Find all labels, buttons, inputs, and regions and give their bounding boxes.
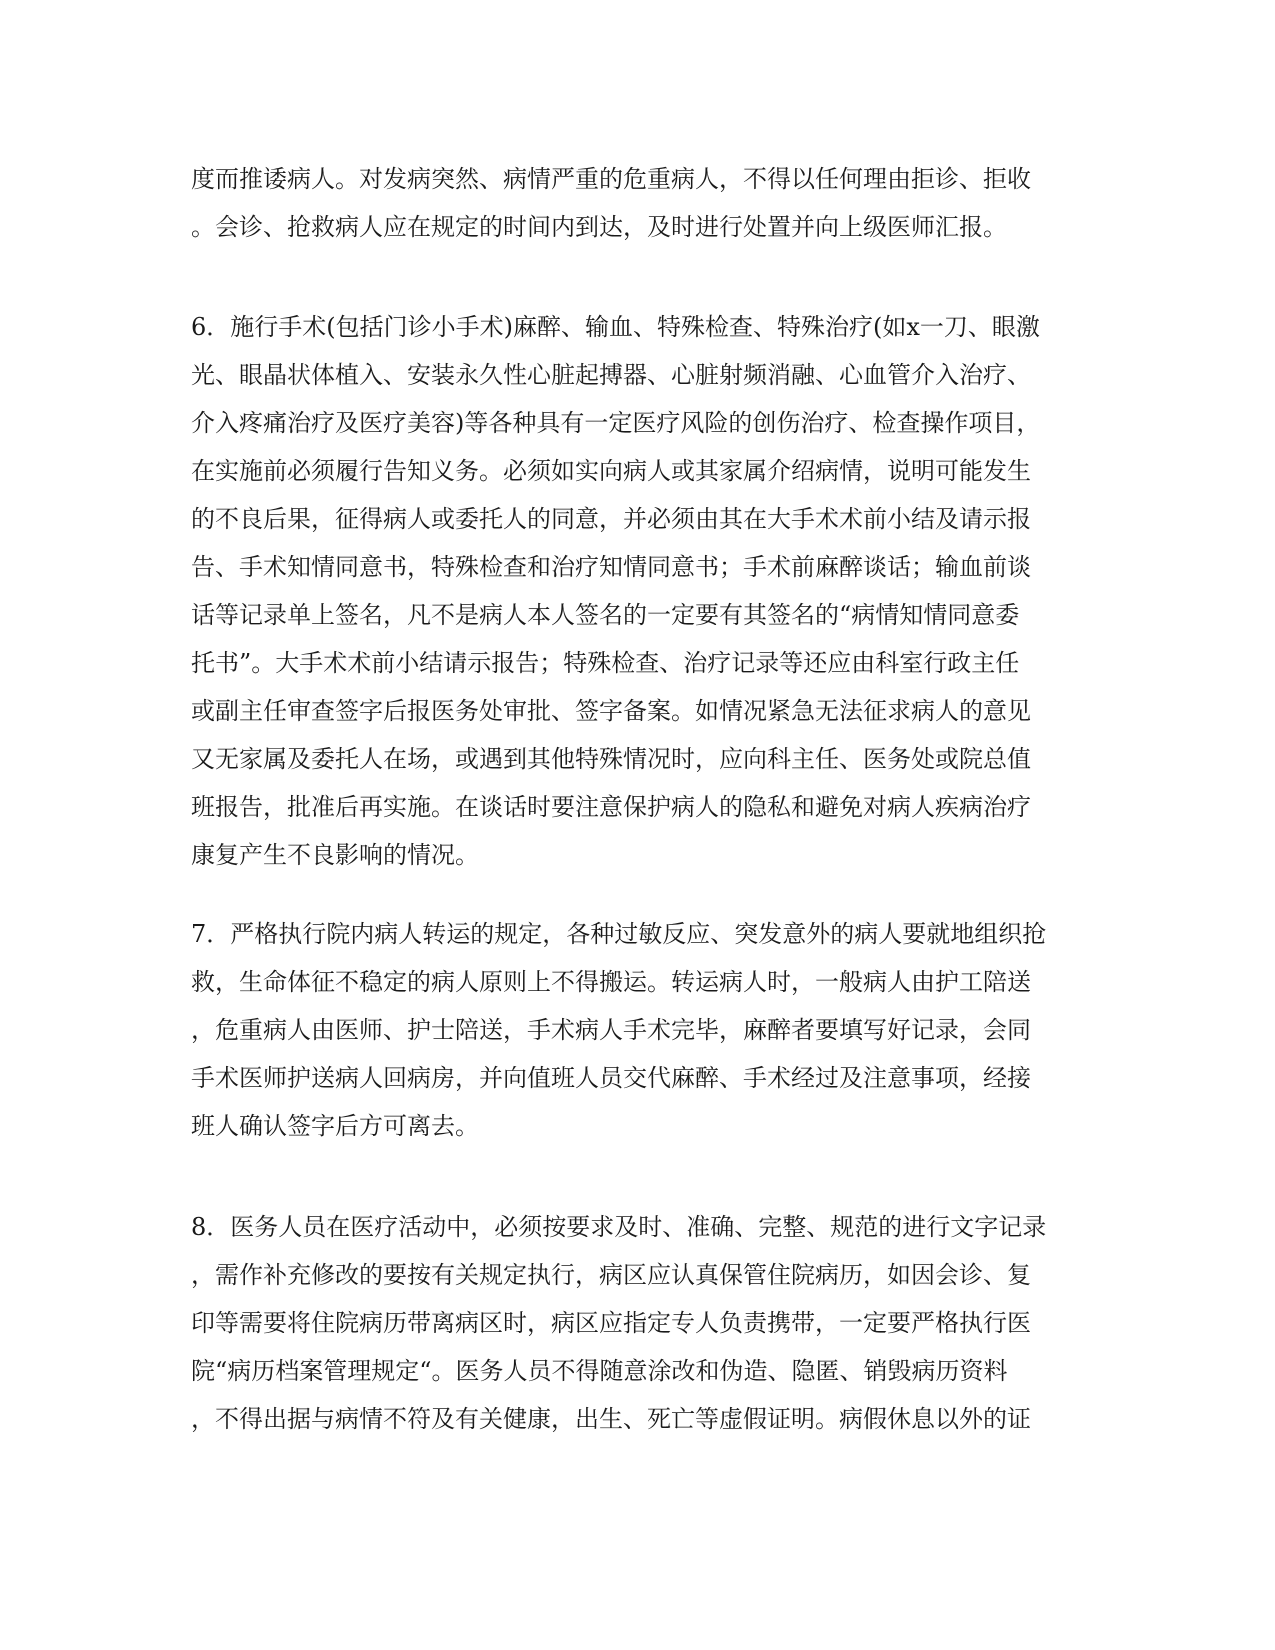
- text-line: ，需作补充修改的要按有关规定执行，病区应认真保管住院病历，如因会诊、复: [191, 1261, 1031, 1289]
- text-line: 又无家属及委托人在场，或遇到其他特殊情况时，应向科主任、医务处或院总值: [191, 745, 1031, 773]
- text-line: 救，生命体征不稳定的病人原则上不得搬运。转运病人时，一般病人由护工陪送: [191, 968, 1031, 996]
- text-line: 班报告，批准后再实施。在谈话时要注意保护病人的隐私和避免对病人疾病治疗: [191, 793, 1031, 821]
- text-line: 介入疼痛治疗及医疗美容)等各种具有一定医疗风险的创伤治疗、检查操作项目，: [191, 409, 1041, 437]
- text-line: 或副主任审查签字后报医务处审批、签字备案。如情况紧急无法征求病人的意见: [191, 697, 1031, 725]
- paragraph-item-7: [191, 910, 1081, 1150]
- text-line: 康复产生不良影响的情况。: [191, 841, 479, 869]
- text-line: 7．严格执行院内病人转运的规定，各种过敏反应、突发意外的病人要就地组织抢: [191, 920, 1047, 948]
- text-line: 话等记录单上签名，凡不是病人本人签名的一定要有其签名的“病情知情同意委: [191, 601, 1020, 629]
- text-line: 班人确认签字后方可离去。: [191, 1112, 479, 1140]
- text-line: 6．施行手术(包括门诊小手术)麻醉、输血、特殊检查、特殊治疗(如x一刀、眼激: [191, 313, 1040, 341]
- text-line: 光、眼晶状体植入、安装永久性心脏起搏器、心脏射频消融、心血管介入治疗、: [191, 361, 1031, 389]
- paragraph-item-6: [191, 303, 1081, 879]
- text-line: 8．医务人员在医疗活动中，必须按要求及时、准确、完整、规范的进行文字记录: [191, 1213, 1047, 1241]
- text-line: 在实施前必须履行告知义务。必须如实向病人或其家属介绍病情，说明可能发生: [191, 457, 1031, 485]
- text-line: 院“病历档案管理规定“。医务人员不得随意涂改和伪造、隐匿、销毁病历资料: [191, 1357, 1008, 1385]
- text-line: 托书”。大手术术前小结请示报告；特殊检查、治疗记录等还应由科室行政主任: [191, 649, 1020, 677]
- text-line: 告、手术知情同意书，特殊检查和治疗知情同意书；手术前麻醉谈话；输血前谈: [191, 553, 1031, 581]
- text-line: 手术医师护送病人回病房，并向值班人员交代麻醉、手术经过及注意事项，经接: [191, 1064, 1031, 1092]
- text-line: 印等需要将住院病历带离病区时，病区应指定专人负责携带，一定要严格执行医: [191, 1309, 1031, 1337]
- paragraph-item-8: [191, 1203, 1081, 1443]
- text-line: ，危重病人由医师、护士陪送，手术病人手术完毕，麻醉者要填写好记录，会同: [191, 1016, 1031, 1044]
- text-line: 的不良后果，征得病人或委托人的同意，并必须由其在大手术术前小结及请示报: [191, 505, 1031, 533]
- paragraph-continuation: [191, 155, 1081, 251]
- text-line: 度而推诿病人。对发病突然、病情严重的危重病人，不得以任何理由拒诊、拒收: [191, 165, 1031, 193]
- text-line: ，不得出据与病情不符及有关健康，出生、死亡等虚假证明。病假休息以外的证: [191, 1405, 1031, 1433]
- text-line: 。会诊、抢救病人应在规定的时间内到达，及时进行处置并向上级医师汇报。: [191, 213, 1007, 241]
